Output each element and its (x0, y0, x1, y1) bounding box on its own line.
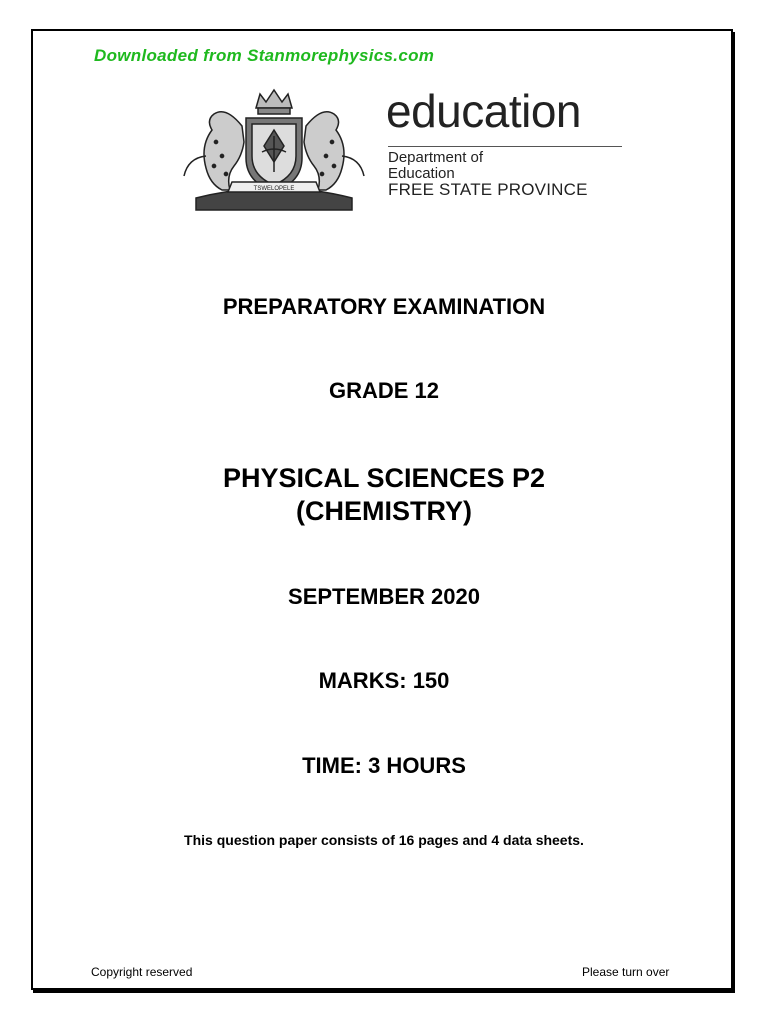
grade: GRADE 12 (328, 378, 440, 403)
subject-title (0, 462, 768, 528)
total-marks: MARKS: 150 (318, 668, 450, 693)
crest-motto: TSWELOPELE (253, 186, 295, 192)
dept-line-2: Education (388, 165, 455, 182)
department-block (388, 150, 588, 198)
copyright-notice: Copyright reserved (91, 965, 193, 979)
exam-type: PREPARATORY EXAMINATION (222, 294, 546, 319)
dept-line-1: Department of (388, 149, 484, 166)
subject-line-2: (CHEMISTRY) (296, 496, 472, 526)
education-wordmark: education (386, 85, 581, 137)
turn-over-notice: Please turn over (582, 965, 670, 979)
exam-date: SEPTEMBER 2020 (288, 584, 480, 609)
subject-line-1: PHYSICAL SCIENCES P2 (222, 463, 546, 493)
page-count-note: This question paper consists of 16 pages and 4 data sheets. (184, 832, 584, 848)
dept-province: FREE STATE PROVINCE (388, 180, 588, 199)
free-state-coat-of-arms-icon (176, 86, 372, 214)
download-source-text: Downloaded from Stanmorephysics.com (94, 46, 435, 65)
exam-duration: TIME: 3 HOURS (302, 753, 466, 778)
wordmark-divider (388, 146, 622, 147)
